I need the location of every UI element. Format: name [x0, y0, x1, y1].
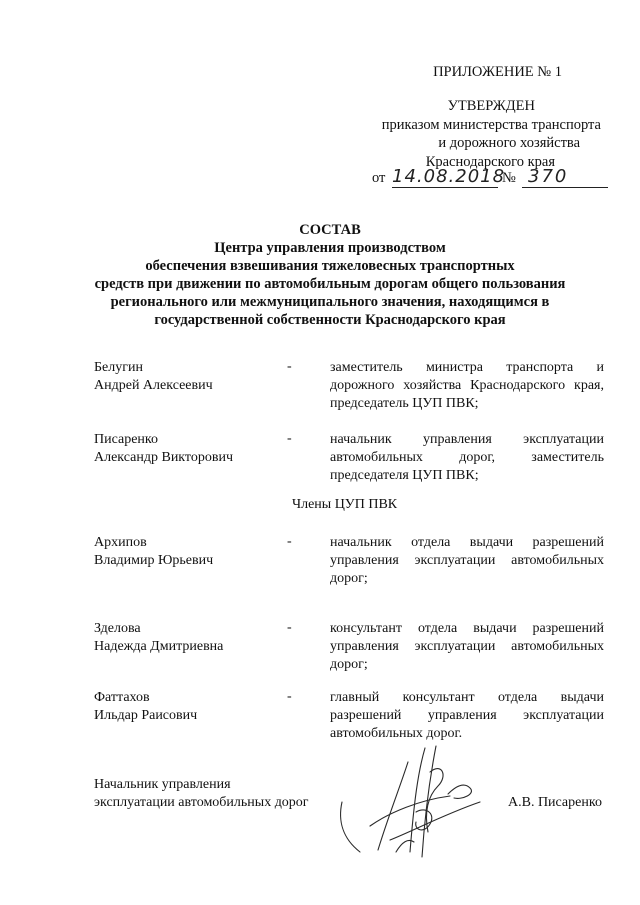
approval-line-3: Краснодарского края	[425, 154, 555, 170]
appendix-label: ПРИЛОЖЕНИЕ № 1	[433, 64, 562, 80]
approval-heading: УТВЕРЖДЕН	[447, 98, 535, 114]
member-name	[94, 689, 294, 725]
approval-date-line	[372, 168, 612, 188]
member-role: начальник отдела выдачи разрешений управления эксплуатации автомобильных дорог;	[330, 535, 604, 586]
number-value: 370	[522, 166, 608, 188]
signatory-position	[94, 776, 309, 812]
number-prefix: №	[502, 170, 516, 186]
title-line-5: государственной собственности Краснодарского края	[154, 312, 506, 328]
member-dash: -	[287, 534, 292, 549]
title-line-4: регионального или межмуниципального значения, находящимся в	[110, 294, 550, 310]
member-role: начальник управления эксплуатации автомобильных дорог, заместитель председателя ЦУП ПВК;	[330, 432, 604, 483]
member-role: заместитель министра транспорта и дорожного хозяйства Краснодарского края, председатель ЦУП ПВК;	[330, 360, 604, 411]
title-line-1: Центра управления производством	[214, 240, 446, 256]
member-given-names: Ильдар Раисович	[94, 708, 198, 723]
member-dash: -	[287, 689, 292, 704]
member-surname: Белугин	[94, 360, 143, 375]
member-given-names: Надежда Дмитриевна	[94, 639, 224, 654]
signer-name: А.В. Писаренко	[508, 795, 602, 810]
member-dash: -	[287, 620, 292, 635]
member-given-names: Александр Викторович	[94, 450, 234, 465]
position-line-2: эксплуатации автомобильных дорог	[94, 795, 309, 810]
member-name	[94, 431, 294, 467]
date-prefix: от	[372, 170, 386, 186]
member-name	[94, 359, 294, 395]
member-name	[94, 534, 294, 570]
member-dash: -	[287, 431, 292, 446]
members-heading: Члены ЦУП ПВК	[292, 497, 398, 512]
approval-line-1: приказом министерства транспорта	[381, 117, 601, 133]
member-surname: Фаттахов	[94, 690, 150, 705]
date-value: 14.08.2018	[392, 166, 506, 187]
member-given-names: Владимир Юрьевич	[94, 553, 214, 568]
member-name	[94, 620, 294, 656]
doc-title: СОСТАВ	[299, 222, 361, 238]
title-line-2: обеспечения взвешивания тяжеловесных транспортных	[145, 258, 515, 274]
position-line-1: Начальник управления	[94, 777, 231, 792]
member-surname: Зделова	[94, 621, 141, 636]
member-role: консультант отдела выдачи разрешений управления эксплуатации автомобильных дорог;	[330, 621, 604, 672]
handwritten-signature	[330, 742, 510, 867]
member-surname: Писаренко	[94, 432, 158, 447]
approval-line-2: и дорожного хозяйства	[438, 135, 580, 151]
member-dash: -	[287, 359, 292, 374]
member-role: главный консультант отдела выдачи разрешений управления эксплуатации автомобильных дорог.	[330, 690, 604, 741]
member-surname: Архипов	[94, 535, 147, 550]
member-given-names: Андрей Алексеевич	[94, 378, 213, 393]
title-line-3: средств при движении по автомобильным дорогам общего пользования	[94, 276, 566, 292]
